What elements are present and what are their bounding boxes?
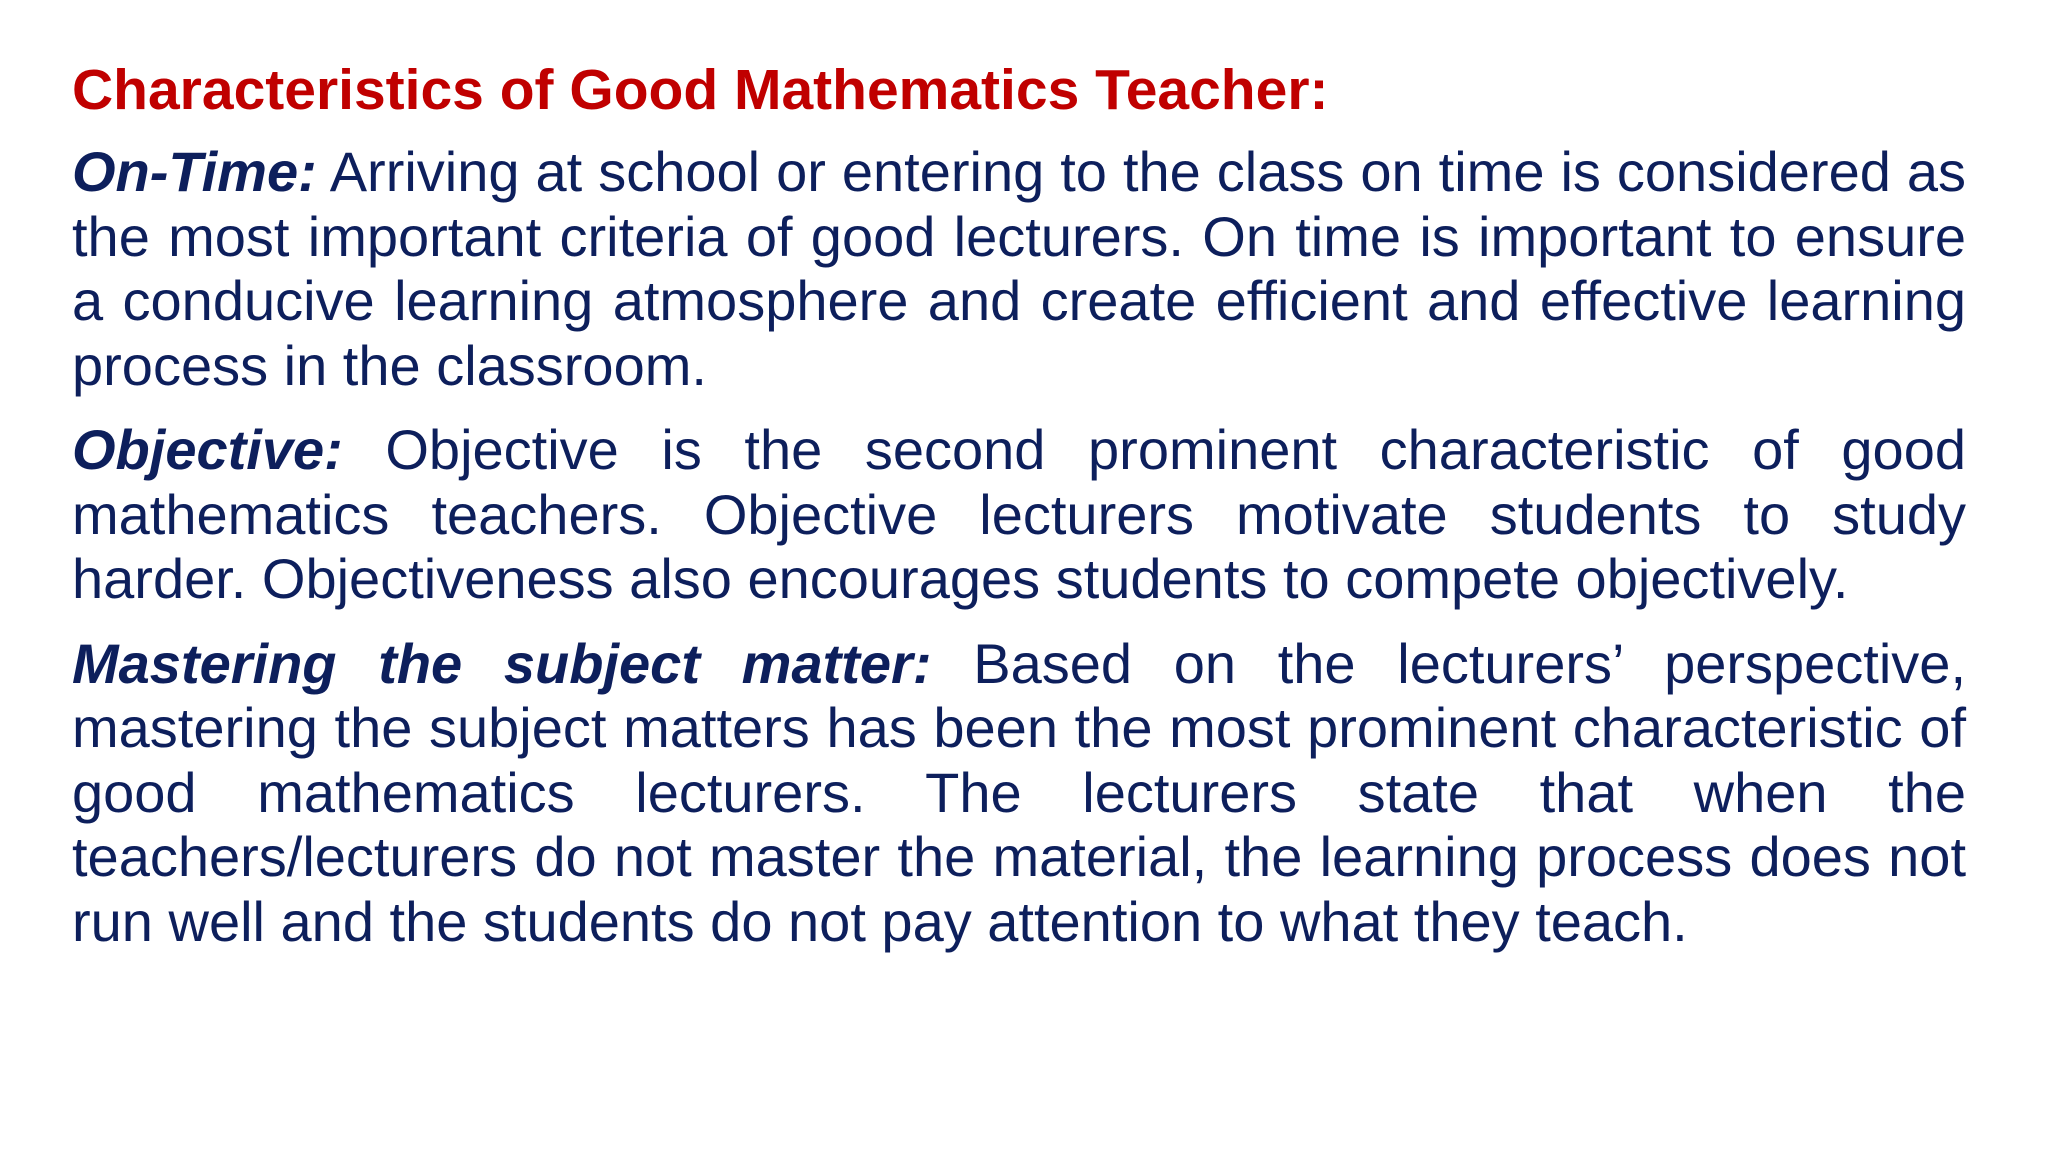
slide-content [72, 52, 1966, 974]
slide-title: Characteristics of Good Mathematics Teacher: [72, 58, 1329, 122]
section-on-time [72, 140, 1966, 398]
section-mastering-subject-matter [72, 632, 1966, 955]
section-term: Objective: [72, 418, 343, 481]
section-term: On-Time: [72, 140, 317, 203]
section-text: Objective is the second prominent characteristic of good mathematics teachers. Objective lecturers motivate students to study harder. Objectiveness also encourages students to compete objectively. [72, 418, 1966, 610]
section-objective [72, 418, 1966, 612]
section-term: Mastering the subject matter: [72, 631, 932, 695]
section-text: Based on the lecturers’ perspective, mastering the subject matters has been the most prominent characteristic of good mathematics lecturers. The lecturers state that when the teachers/lecturers do not master the material, the learning process does not run well and the students do not pay attention to what they teach. [72, 631, 1966, 953]
section-text: Arriving at school or entering to the class on time is considered as the most important criteria of good lecturers. On time is important to ensure a conducive learning atmosphere and create efficient and effective learning process in the classroom. [72, 140, 1967, 397]
